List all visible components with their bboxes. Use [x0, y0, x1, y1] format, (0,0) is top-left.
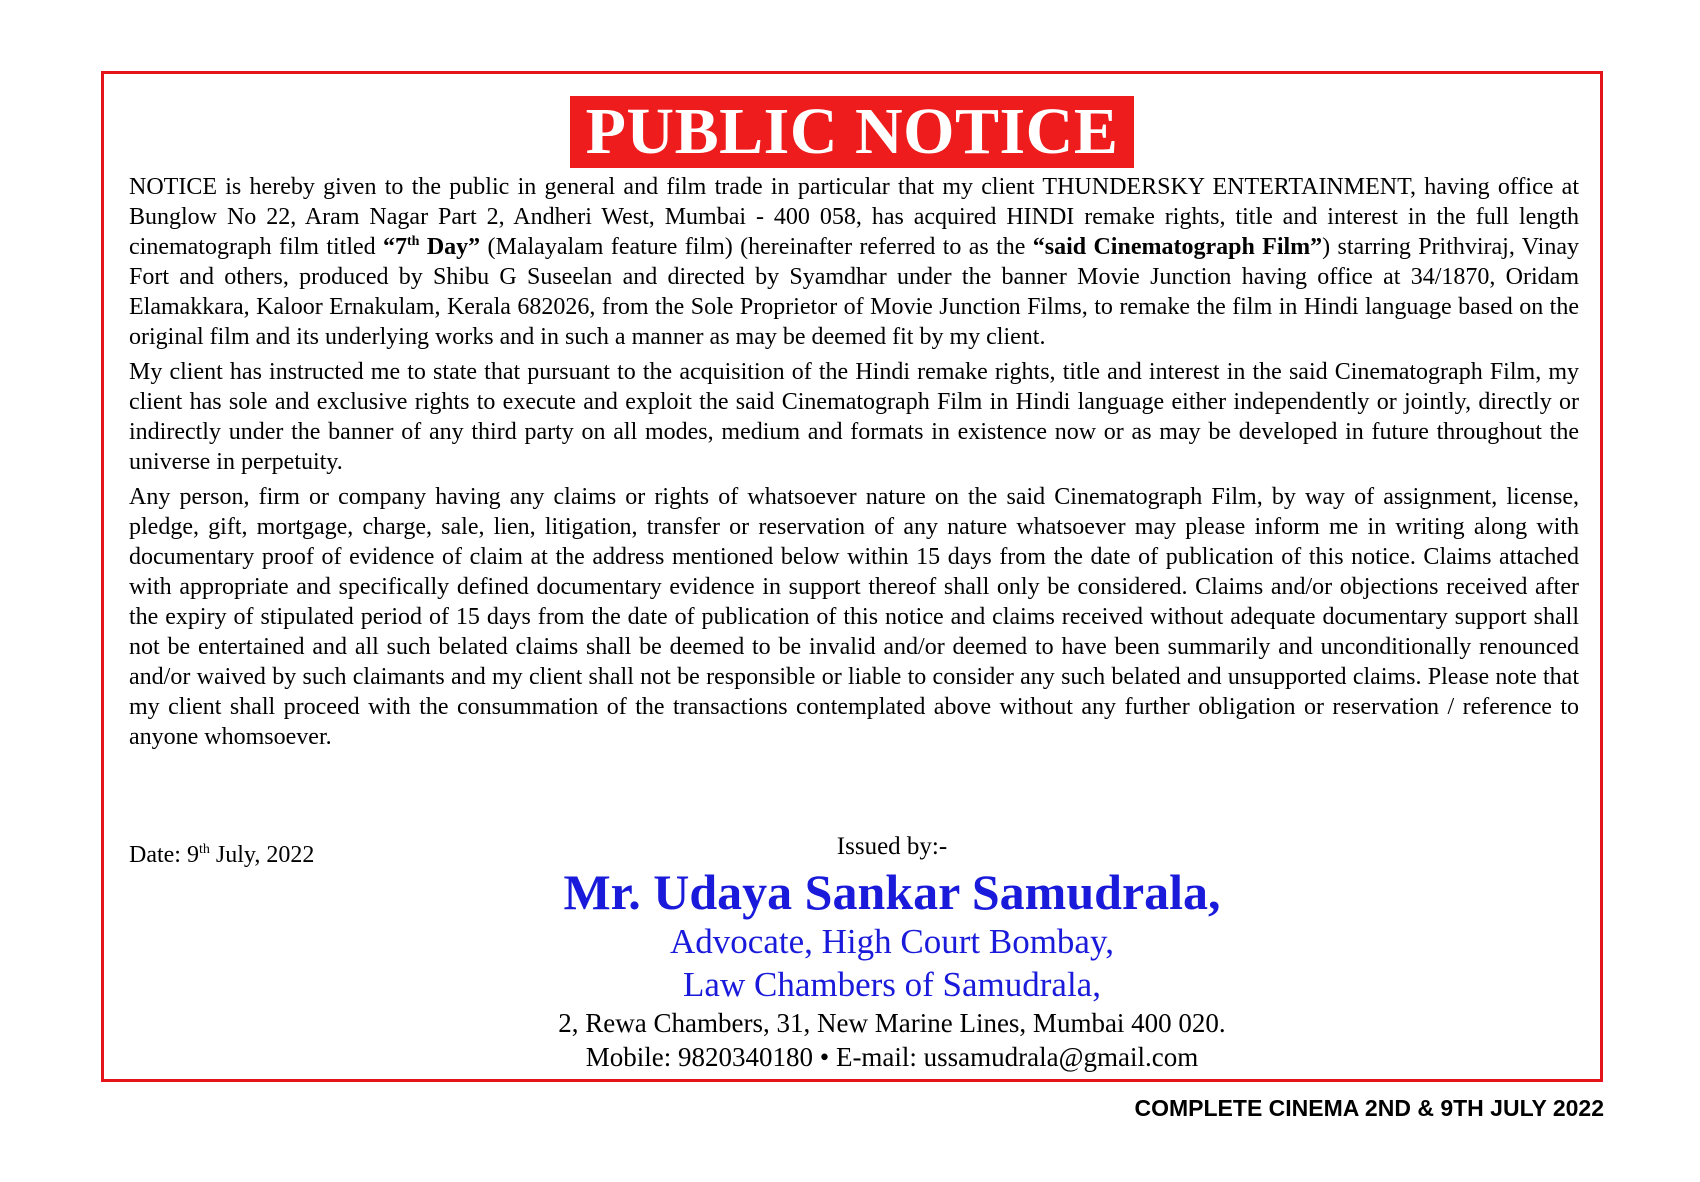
issuer-role: Advocate, High Court Bombay,: [670, 922, 1114, 961]
paragraph-3: Any person, firm or company having any claims or rights of whatsoever nature on the said Cinematograph Film, by way of assignment, license, pledge, gift, mortgage, charge, sale, lien, litigation, transfer or reservation of any nature whatsoever may please inform me in writing along with documentary proof of evidence of claim at the address mentioned below within 15 days from the date of publication of this notice. Claims attached with appropriate and specifically defined documentary evidence in support thereof shall only be considered. Claims and/or objections received after the expiry of stipulated period of 15 days from the date of publication of this notice and claims received without adequate documentary support shall not be entertained and all such belated claims shall be deemed to be invalid and/or deemed to have been summarily and unconditionally renounced and/or waived by such claimants and my client shall not be responsible or liable to consider any such belated and unsupported claims. Please note that my client shall proceed with the consummation of the transactions contemplated above without any further obligation or reservation / reference to anyone whomsoever.: [129, 484, 1579, 750]
publication-footer: COMPLETE CINEMA 2ND & 9TH JULY 2022: [1134, 1095, 1604, 1121]
paragraph-1: [129, 172, 1579, 352]
film-title-open: “7: [383, 234, 408, 260]
issuer-name: Mr. Udaya Sankar Samudrala,: [563, 864, 1221, 920]
issuer-firm: Law Chambers of Samudrala,: [683, 965, 1101, 1004]
p1-text-b: (Malayalam feature film) (hereinafter referred to as the: [480, 234, 1033, 260]
film-title: [383, 234, 480, 260]
issued-by-label: Issued by:-: [836, 833, 948, 860]
film-title-sup: th: [407, 234, 420, 249]
notice-title: PUBLIC NOTICE: [570, 96, 1135, 168]
issuer-block: [104, 832, 1600, 1074]
issuer-address: 2, Rewa Chambers, 31, New Marine Lines, Mumbai 400 020.: [558, 1008, 1226, 1038]
date-suffix: July, 2022: [209, 842, 315, 868]
notice-frame: [101, 71, 1603, 1082]
date-prefix: Date: 9: [129, 842, 199, 868]
notice-body: [129, 172, 1579, 757]
paragraph-2: My client has instructed me to state that pursuant to the acquisition of the Hindi remake rights, title and interest in the said Cinematograph Film, my client has sole and exclusive rights to execute and exploit the said Cinematograph Film in Hindi language either independently or jointly, directly or indirectly under the banner of any third party on all modes, medium and formats in existence now or as may be developed in future throughout the universe in perpetuity.: [129, 359, 1579, 475]
title-wrap: [104, 96, 1600, 168]
date-sup: th: [198, 842, 210, 857]
said-film-term: “said Cinematograph Film”: [1032, 234, 1323, 260]
p1-text-c: ) starring Prithviraj, Vinay Fort and others, produced by Shibu G Suseelan and directed by Syamdhar under the banner Movie Junction having office at 34/1870, Oridam Elamakkara, Kaloor Ernakulam, Kerala 682026, from the Sole Proprietor of Movie Junction Films, to remake the film in Hindi language based on the original film and its underlying works and in such a manner as may be deemed fit by my client.: [129, 234, 1579, 350]
issuer-contact: Mobile: 9820340180 • E-mail: ussamudrala@gmail.com: [585, 1042, 1199, 1072]
p1-text-a: NOTICE is hereby given to the public in general and film trade in particular that my client THUNDERSKY ENTERTAINMENT, having office at Bunglow No 22, Aram Nagar Part 2, Andheri West, Mumbai - 400 058, has acquired HINDI remake rights, title and interest in the full length cinematograph film titled: [129, 174, 1579, 260]
film-title-close: Day”: [419, 234, 481, 260]
